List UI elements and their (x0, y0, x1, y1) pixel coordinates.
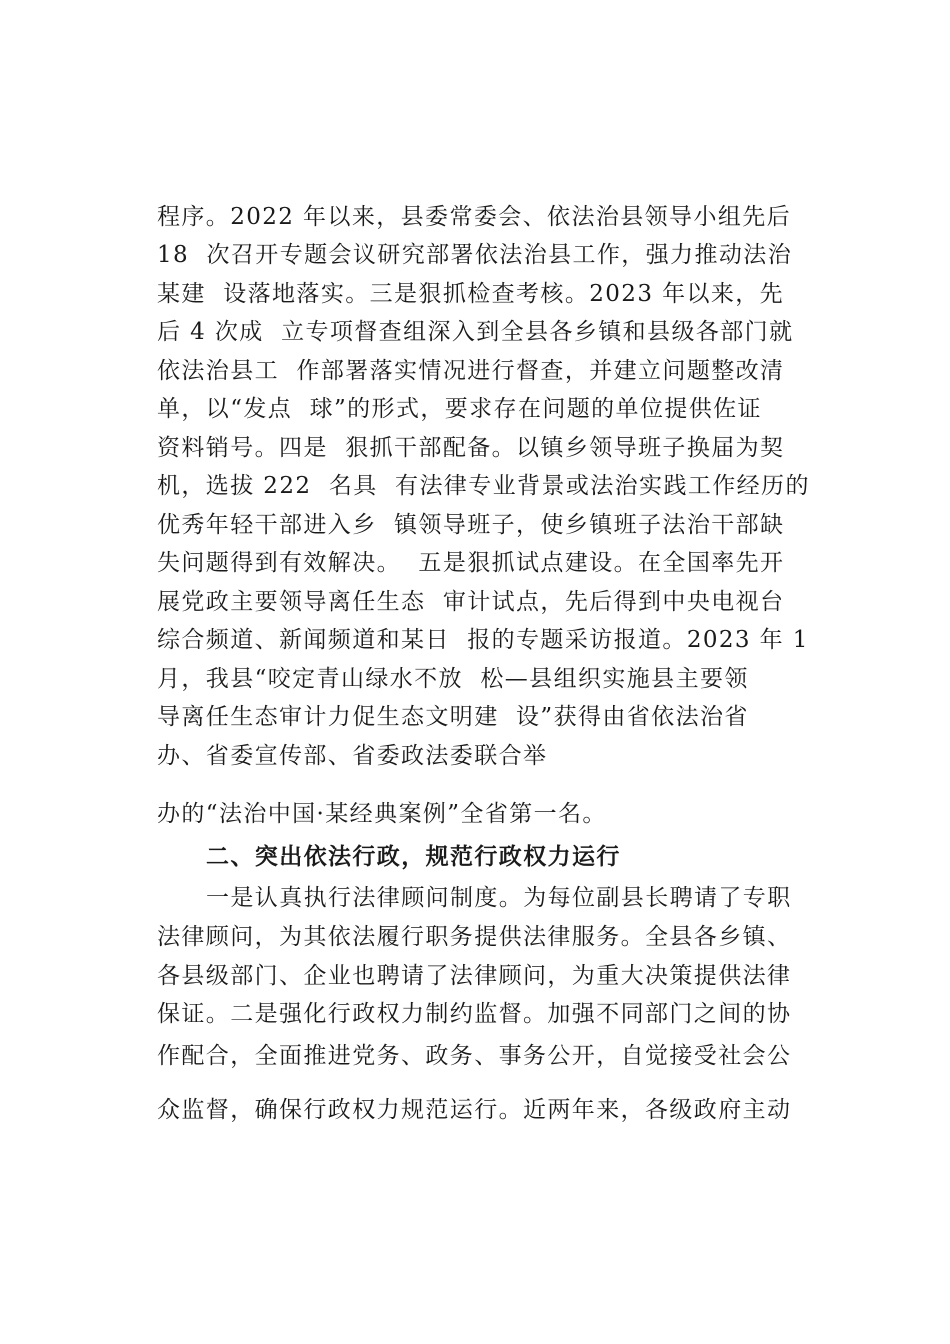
body-text-line: 各县级部门、企业也聘请了法律顾问，为重大决策提供法律 (157, 963, 792, 989)
body-text-line: 失问题得到有效解决。 五是狠抓试点建设。在全国率先开 (157, 550, 785, 576)
body-text-line: 导离任生态审计力促生态文明建 设”获得由省依法治省 (157, 704, 749, 730)
body-text-line: 一是认真执行法律顾问制度。为每位副县长聘请了专职 (206, 885, 792, 911)
body-text-line: 机，选拔 222 名具 有法律专业背景或法治实践工作经历的 (157, 473, 810, 499)
body-text-line: 资料销号。四是 狠抓干部配备。以镇乡领导班子换届为契 (157, 435, 785, 461)
body-text-line: 后 4 次成 立专项督查组深入到全县各乡镇和县级各部门就 (157, 319, 794, 345)
body-text-line: 作配合，全面推进党务、政务、事务公开，自觉接受社会公 (157, 1043, 792, 1069)
body-text-line: 法律顾问，为其依法履行职务提供法律服务。全县各乡镇、 (157, 924, 792, 950)
body-text-line: 依法治县工 作部署落实情况进行督查，并建立问题整改清 (157, 358, 785, 384)
body-text-line: 保证。二是强化行政权力制约监督。加强不同部门之间的协 (157, 1001, 792, 1027)
body-text-line: 单，以“发点 球”的形式，要求存在问题的单位提供佐证 (157, 396, 762, 422)
body-text-line: 优秀年轻干部进入乡 镇领导班子，使乡镇班子法治干部缺 (157, 512, 785, 538)
body-text-line: 众监督，确保行政权力规范运行。近两年来，各级政府主动 (157, 1097, 792, 1123)
section-heading: 二、突出依法行政，规范行政权力运行 (206, 844, 621, 870)
body-text-line: 某建 设落地落实。三是狠抓检查考核。2023 年以来，先 (157, 281, 785, 307)
body-text-line: 综合频道、新闻频道和某日 报的专题采访报道。2023 年 1 (157, 627, 809, 653)
body-text-line: 18 次召开专题会议研究部署依法治县工作，强力推动法治 (157, 242, 793, 268)
body-text-line: 办、省委宣传部、省委政法委联合举 (157, 743, 548, 769)
body-text-line: 展党政主要领导离任生态 审计试点，先后得到中央电视台 (157, 589, 785, 615)
body-text-line: 月，我县“咬定青山绿水不放 松—县组织实施县主要领 (157, 666, 749, 692)
continuation-line: 办的“法治中国·某经典案例”全省第一名。 (157, 801, 607, 827)
body-text-line: 程序。2022 年以来，县委常委会、依法治县领导小组先后 (157, 204, 792, 230)
